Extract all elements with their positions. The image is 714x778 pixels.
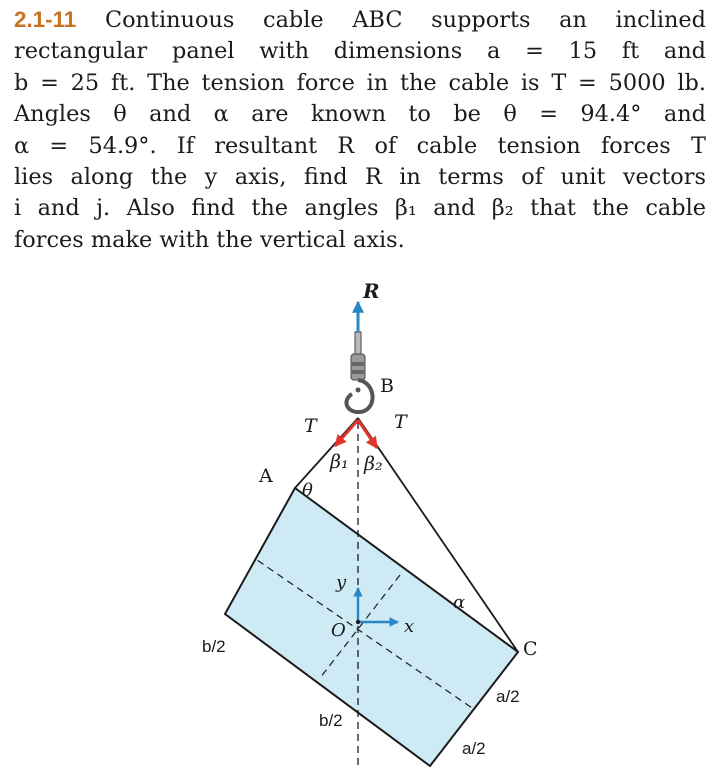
label-beta1: β₁ bbox=[330, 451, 349, 473]
problem-line-7: i and j. Also find the angles β₁ and β₂ that the cable bbox=[14, 195, 706, 222]
label-x: x bbox=[404, 616, 415, 637]
inclined-panel bbox=[225, 488, 518, 766]
label-R: R bbox=[363, 279, 380, 303]
problem-number: 2.1-11 bbox=[14, 7, 77, 32]
problem-line-1: 2.1-11 Continuous cable ABC supports an inclined bbox=[14, 7, 706, 33]
problem-line-5: α = 54.9°. If resultant R of cable tension forces T bbox=[14, 132, 706, 159]
label-a-half-bottom: a/2 bbox=[462, 739, 486, 758]
problem-line-8: forces make with the vertical axis. bbox=[14, 226, 405, 253]
label-O: O bbox=[331, 620, 346, 641]
hook-icon bbox=[346, 332, 372, 412]
label-a-half-right: a/2 bbox=[496, 687, 520, 706]
label-A: A bbox=[259, 465, 273, 487]
label-theta: θ bbox=[302, 480, 313, 501]
label-T-right: T bbox=[394, 411, 407, 433]
problem-statement bbox=[14, 4, 706, 256]
label-beta2: β₂ bbox=[364, 453, 383, 475]
problem-line-6: lies along the y axis, find R in terms of unit vectors bbox=[14, 164, 706, 191]
label-T-left: T bbox=[304, 415, 317, 437]
label-C: C bbox=[523, 638, 538, 660]
label-B: B bbox=[380, 375, 394, 397]
label-b-half-left: b/2 bbox=[202, 637, 226, 656]
origin-point bbox=[356, 620, 360, 624]
tension-arrow-right bbox=[358, 420, 377, 448]
panel-cable-figure bbox=[0, 270, 714, 778]
tension-arrow-left bbox=[335, 420, 358, 446]
label-alpha: α bbox=[453, 592, 466, 613]
problem-line-2: rectangular panel with dimensions a = 15 ft and bbox=[14, 38, 706, 65]
label-b-half-bottom: b/2 bbox=[319, 711, 343, 730]
problem-line-3: b = 25 ft. The tension force in the cable is T = 5000 lb. bbox=[14, 69, 706, 96]
problem-line-4: Angles θ and α are known to be θ = 94.4° and bbox=[14, 101, 706, 128]
label-y: y bbox=[336, 572, 347, 593]
